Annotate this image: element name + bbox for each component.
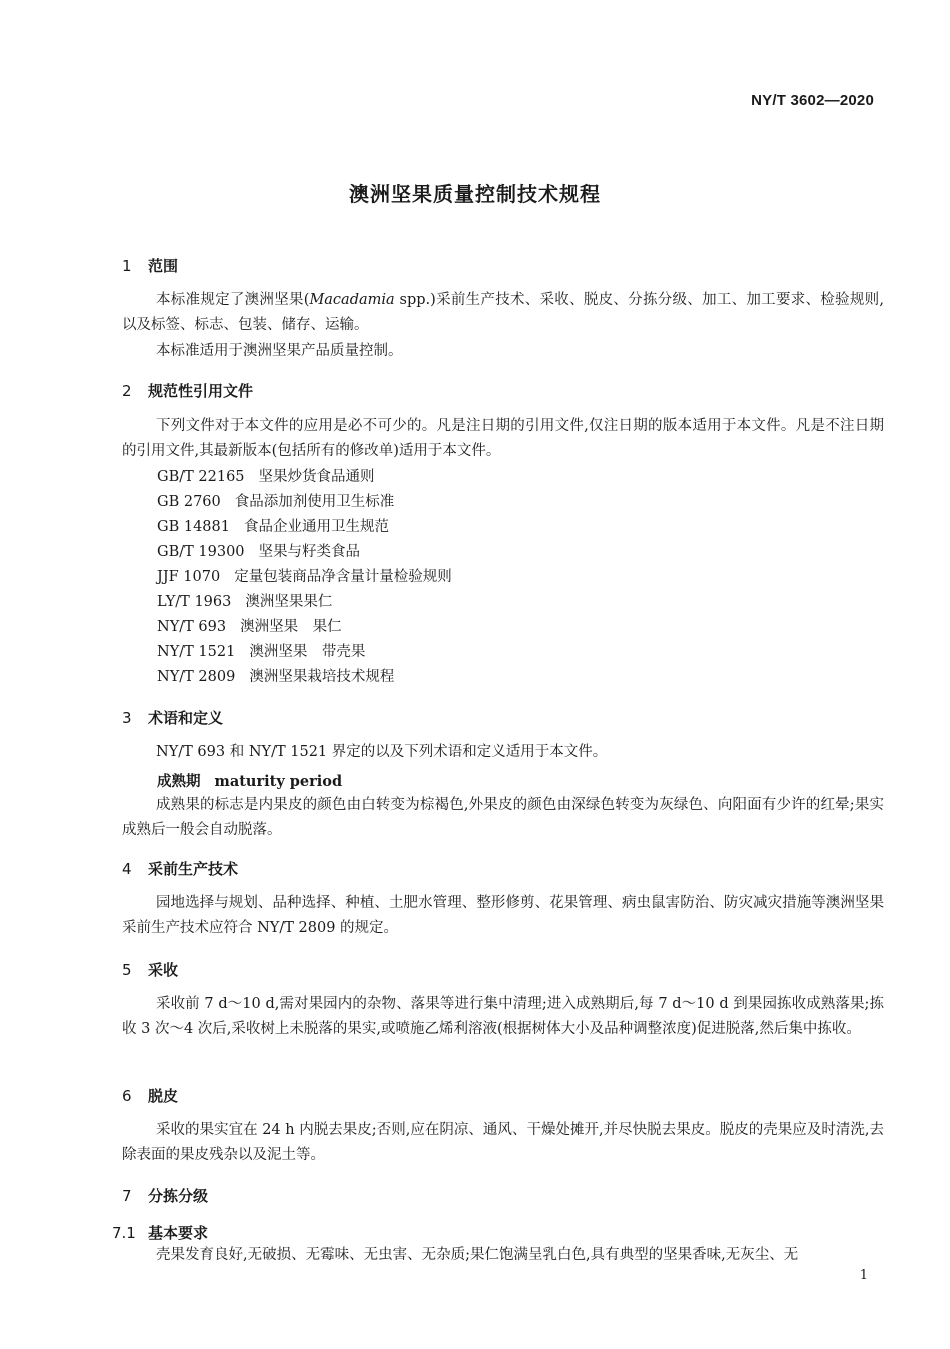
section-number: 3 xyxy=(122,709,132,727)
text-run: 本标准规定了澳洲坚果( xyxy=(156,292,310,308)
reference-item xyxy=(157,465,375,490)
section-number: 4 xyxy=(122,860,132,878)
reference-code: GB/T 19300 xyxy=(157,544,245,560)
subsection-number: 7.1 xyxy=(112,1224,136,1242)
section-1-paragraph-1 xyxy=(122,288,884,338)
section-title: 采前生产技术 xyxy=(148,860,239,878)
reference-item xyxy=(157,490,394,515)
section-number: 6 xyxy=(122,1087,132,1105)
section-2-paragraph-1: 下列文件对于本文件的应用是必不可少的。凡是注日期的引用文件,仅注日期的版本适用于本文件。凡是不注日期的引用文件,其最新版本(包括所有的修改单)适用于本文件。 xyxy=(122,418,884,459)
section-1-paragraph-2: 本标准适用于澳洲坚果产品质量控制。 xyxy=(156,343,403,359)
section-5-paragraph-1: 采收前 7 d～10 d,需对果园内的杂物、落果等进行集中清理;进入成熟期后,每 7 d～10 d 到果园拣收成熟落果;拣收 3 次～4 次后,采收树上未脱落的果实,或喷施乙烯利溶液(根据树体大小及品种调整浓度)促进脱落,然后集中拣收。 xyxy=(122,996,884,1037)
section-title: 规范性引用文件 xyxy=(148,382,254,400)
reference-item xyxy=(157,665,394,690)
reference-item xyxy=(157,590,332,615)
reference-code: NY/T 2809 xyxy=(157,669,236,685)
section-number: 1 xyxy=(122,257,132,275)
reference-code: JJF 1070 xyxy=(157,569,221,585)
subsection-7-1-heading xyxy=(112,1222,208,1243)
section-title: 术语和定义 xyxy=(148,709,224,727)
standard-code: NY/T 3602—2020 xyxy=(751,92,874,109)
term-english: maturity period xyxy=(214,773,343,790)
reference-name: 澳洲坚果 带壳果 xyxy=(249,644,366,660)
page-number: 1 xyxy=(859,1268,868,1283)
section-7-heading xyxy=(122,1185,208,1206)
section-6-paragraph-1: 采收的果实宜在 24 h 内脱去果皮;否则,应在阴凉、通风、干燥处摊开,并尽快脱去果皮。脱皮的壳果应及时清洗,去除表面的果皮残杂以及泥土等。 xyxy=(122,1122,884,1163)
reference-name: 食品企业通用卫生规范 xyxy=(243,519,389,535)
reference-name: 坚果与籽类食品 xyxy=(258,544,361,560)
section-3-heading xyxy=(122,707,223,728)
section-title: 范围 xyxy=(148,257,179,275)
reference-name: 定量包装商品净含量计量检验规则 xyxy=(234,569,452,585)
reference-code: GB 2760 xyxy=(157,494,221,510)
section-1-heading xyxy=(122,255,178,276)
reference-item xyxy=(157,515,389,540)
section-number: 2 xyxy=(122,382,132,400)
term-definition: 成熟果的标志是内果皮的颜色由白转变为棕褐色,外果皮的颜色由深绿色转变为灰绿色、向阳面有少许的红晕;果实成熟后一般会自动脱落。 xyxy=(122,797,884,838)
reference-name: 食品添加剂使用卫生标准 xyxy=(234,494,395,510)
document-title: 澳洲坚果质量控制技术规程 xyxy=(349,182,601,206)
reference-name: 澳洲坚果栽培技术规程 xyxy=(249,669,395,685)
section-title: 采收 xyxy=(148,961,179,979)
term-chinese: 成熟期 xyxy=(157,774,201,790)
reference-item xyxy=(157,540,360,565)
term-heading xyxy=(157,770,342,791)
subsection-title: 基本要求 xyxy=(148,1224,209,1242)
reference-item xyxy=(157,640,365,665)
reference-code: NY/T 1521 xyxy=(157,644,236,660)
section-4-heading xyxy=(122,858,238,879)
section-6-heading xyxy=(122,1085,178,1106)
reference-name: 澳洲坚果 果仁 xyxy=(240,619,342,635)
reference-code: GB/T 22165 xyxy=(157,469,245,485)
reference-code: GB 14881 xyxy=(157,519,230,535)
section-title: 分拣分级 xyxy=(148,1187,209,1205)
reference-item xyxy=(157,565,452,590)
subsection-7-1-paragraph-1: 壳果发育良好,无破损、无霉味、无虫害、无杂质;果仁饱满呈乳白色,具有典型的坚果香味,无灰尘、无 xyxy=(156,1247,799,1263)
reference-code: NY/T 693 xyxy=(157,619,227,635)
italic-genus: Macadamia xyxy=(309,292,395,308)
section-4-paragraph-1: 园地选择与规划、品种选择、种植、土肥水管理、整形修剪、花果管理、病虫鼠害防治、防灾减灾措施等澳洲坚果采前生产技术应符合 NY/T 2809 的规定。 xyxy=(122,895,884,936)
section-title: 脱皮 xyxy=(148,1087,179,1105)
section-number: 5 xyxy=(122,961,132,979)
section-number: 7 xyxy=(122,1187,132,1205)
section-3-paragraph-1: NY/T 693 和 NY/T 1521 界定的以及下列术语和定义适用于本文件。 xyxy=(156,744,608,760)
reference-name: 澳洲坚果果仁 xyxy=(245,594,333,610)
reference-code: LY/T 1963 xyxy=(157,594,232,610)
section-5-heading xyxy=(122,959,178,980)
reference-item xyxy=(157,615,342,640)
reference-name: 坚果炒货食品通则 xyxy=(258,469,375,485)
text-run: spp.)采前生产技术、采收、脱皮、分拣分级、加工、加工要求、检验规则,以及标签、标志、包装、储存、运输。 xyxy=(122,292,885,333)
section-2-heading xyxy=(122,380,253,401)
